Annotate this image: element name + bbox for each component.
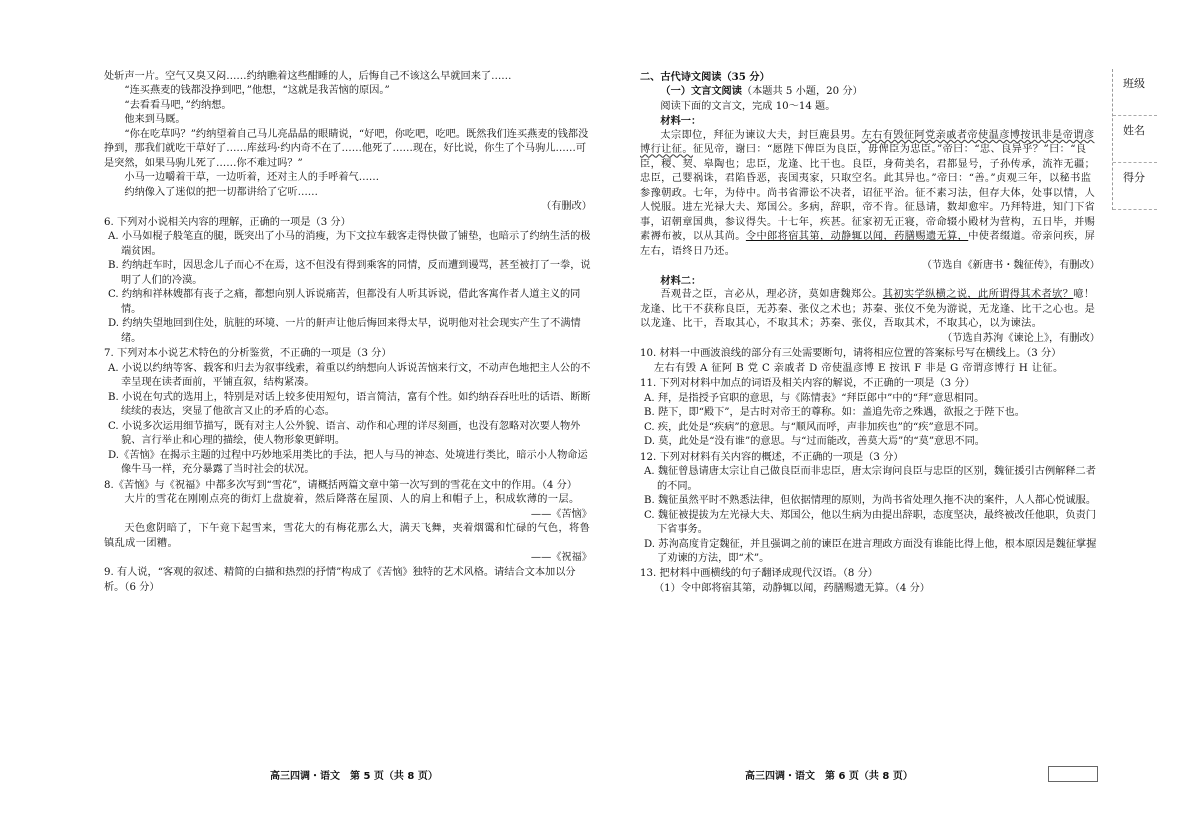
instruction: 阅读下面的文言文，完成 10～14 题。 (660, 100, 836, 112)
class-label: 班级 (1123, 77, 1145, 90)
text-span: 征见帝，谢曰：“愿陛下俾臣为良臣，毋俾臣为忠臣。”帝曰：“忠、良异乎？”曰：“良臣，稷、契、皋陶也；忠臣，龙逢、比干也。良臣，身荷美名，君都显号，子孙传承，流祚无疆；忠臣，己婴祸诛，君陷昏恶，丧国夷家，只取空名。此其异也。”帝曰：“善。”贞观三年，以秘书监参豫朝政。七年，为侍中。尚书省滞讼不决者，诏征平治。征不素习法，但存大体，处事以情，人人悦服。进左光禄大夫、郑国公。多病，辞职，帝不肯。征恳请，数却愈牢。乃拜特进，知门下省事，诏朝章国典，参议得失。十七年，疾甚。征家初无正寝，帝命辍小殿材为营构，五日毕，并赐素褥布被，以从其尚。 (640, 144, 1096, 243)
question-13-part-1: （1）令中郎将宿其第，动静辄以闻，药膳赐遗无算。（4 分） (654, 582, 930, 594)
option-6a: A. 小马如棍子般笔直的腿，既突出了小马的消瘦，为下文拉车载客走得快做了铺垫，也暗示了约纳生活的极端贫困。 (108, 231, 591, 257)
subsection-name: （一）文言文阅读 (660, 85, 742, 98)
name-field[interactable] (1113, 116, 1157, 163)
story-para: “连买燕麦的钱都没挣到吧，”他想，“这就是我苦恼的原因。” (124, 85, 390, 97)
option-11c: C. 疾，此处是“疾病”的意思。与“顺风而呼，声非加疾也”的“疾”意思不同。 (644, 421, 985, 433)
section-title: 二、古代诗文阅读（35 分） (640, 71, 770, 83)
binding-margin-info (1112, 69, 1157, 210)
underlined-text: 令中郎将宿其第，动静辄以闻，药膳赐遗无算， (745, 231, 969, 243)
right-column (640, 70, 1100, 596)
subsection-title (640, 84, 1100, 99)
question-12: 12. 下列对材料有关内容的概述，不正确的一项是（3 分） (640, 451, 904, 463)
text-span: 中使者缀道。帝亲问疾，屏左右，语终日乃还。 (640, 231, 1096, 257)
quote-source: ——《苦恼》 (530, 508, 592, 520)
question-13: 13. 把材料中画横线的句子翻译成现代汉语。（8 分） (640, 568, 878, 580)
question-11: 11. 下列对材料中加点的词语及相关内容的解说，不正确的一项是（3 分） (640, 378, 975, 390)
material-2-text (640, 288, 1100, 331)
option-12b: B. 魏征虽然平时不熟悉法律，但依据情理的原则，为尚书省处理久拖不决的案件，人人都心悦诚服。 (644, 495, 1097, 507)
underlined-text: 其初实学纵横之说，此所谓得其术者欤？ (882, 289, 1074, 301)
score-label: 得分 (1123, 171, 1145, 184)
left-column (104, 70, 592, 595)
story-para (104, 128, 592, 171)
option-6d: D. 约纳失望地回到住处，肮脏的环境、一片的鼾声让他后悔回来得太早，说明他对社会现实产生了不满情绪。 (108, 318, 581, 344)
option-12a: A. 魏征曾恳请唐太宗让自己做良臣而非忠臣，唐太宗询问良臣与忠臣的区别，魏征援引古例解释二者的不同。 (644, 466, 1096, 492)
story-para: “去看看马吧，”约纳想。 (124, 99, 232, 111)
material-1-label: 材料一： (660, 115, 702, 128)
option-6c: C. 约纳和祥林嫂都有丧子之痛，都想向别人诉说痛苦，但都没有人听其诉说，借此客寓作者人道主义的同情。 (108, 289, 581, 315)
material-2-label: 材料二： (660, 274, 702, 287)
text-span: 吾观昔之臣，言必从，理必济，莫如唐魏郑公。 (660, 289, 883, 301)
option-12c: C. 魏征被提拔为左光禄大夫、郑国公，他以生病为由提出辞职，态度坚决，最终被改任他职，负责门下省事务。 (644, 509, 1096, 536)
source-note: （有删改） (541, 201, 592, 213)
quote-kunao: 大片的雪花在刚刚点亮的街灯上盘旋着，然后降落在屋顶、人的肩上和帽子上，积成软薄的一层。 (124, 494, 580, 506)
story-text: 好比说，你生了个马驹儿……可是突然，如果马驹儿死了……你不难过吗？” (104, 143, 587, 169)
option-7a: A. 小说以约纳等客、载客和归去为叙事线索，着重以约纳想向人诉说苦恼来行文，不动声色地把主人公的不幸呈现在读者面前，平铺直叙，结构紧凑。 (108, 362, 591, 389)
question-9: 9. 有人说，“客观的叙述、精简的白描和热烈的抒情”构成了《苦恼》独特的艺术风格。请结合文本加以分析。（6 分） (104, 567, 576, 593)
material-1-text (640, 129, 1100, 259)
option-12d: D. 苏洵高度肯定魏征，并且强调之前的谏臣在进言理政方面没有谁能比得上他，根本原因是魏征掌握了劝谏的方法，即“术”。 (644, 538, 1097, 564)
source-note: （节选自《新唐书・魏征传》，有删改） (921, 260, 1100, 272)
wavy-line-text: 左右有毁征阿党亲戚者帝使温彦博按讯非是帝谓彦博行让征。 (640, 129, 1095, 156)
question-6: 6. 下列对小说相关内容的理解，正确的一项是（3 分） (104, 216, 351, 228)
option-7b: B. 小说在句式的选用上，特别是对话上较多使用短句，语言简洁，富有个性。如约纳吞吞吐吐的话语、断断续续的表达，突显了他欲言又止的矛盾的心态。 (108, 391, 591, 418)
score-field[interactable] (1113, 163, 1157, 210)
option-7c: C. 小说多次运用细节描写，既有对主人公外貌、语言、动作和心理的详尽刻画，也没有忽略对次要人物外貌、言行举止和心理的描绘，使人物形象更鲜明。 (108, 420, 581, 447)
class-field[interactable] (1113, 69, 1157, 116)
quote-zhufu: 天色愈阴暗了，下午竟下起雪来，雪花大的有梅花那么大，满天飞舞，夹着烟霭和忙碌的气色，将鲁镇乱成一团糟。 (104, 523, 591, 549)
option-6b: B. 约纳赶车时，因思念儿子而心不在焉，这不但没有得到乘客的同情，反而遭到谩骂，甚至被打了一拳，说明了人们的冷漠。 (108, 260, 591, 286)
text-span: 太宗即位，拜征为谏议大夫，封巨鹿县男。 (660, 129, 862, 141)
quote-source: ——《祝福》 (530, 551, 592, 563)
score-box[interactable] (1048, 766, 1098, 782)
subsection-note: （本题共 5 小题，20 分） (741, 86, 863, 98)
question-8: 8.《苦恼》与《祝福》中都多次写到“雪花”，请概括两篇文章中第一次写到的雪花在文中的作用。（4 分） (104, 479, 578, 491)
story-para: 处斩声一片。空气又臭又闷……约纳瞧着这些酣睡的人，后悔自己不该这么早就回来了…… (104, 71, 512, 82)
option-7d: D.《苦恼》在揭示主题的过程中巧妙地采用类比的手法，把人与马的神态、处境进行类比，暗示小人物命运像牛马一样，充分暴露了当时社会的状况。 (108, 449, 588, 476)
question-7: 7. 下列对本小说艺术特色的分析鉴赏，不正确的一项是（3 分） (104, 348, 392, 360)
option-11b: B. 陛下，即“殿下”，是古时对帝王的尊称。如：盖追先帝之殊遇，欲报之于陛下也。 (644, 407, 1025, 419)
sentence-break-line: 左右有毁 A 征阿 B 党 C 亲戚者 D 帝使温彦博 E 按讯 F 非是 G 帝谓彦博行 H 让征。 (654, 362, 1064, 374)
story-text: “你在吃草吗？”约纳望着自己马儿亮晶晶的眼睛说，“好吧，你吃吧，吃吧。既然我们连买燕麦的钱都没挣到，那我们就吃干草好了……库兹玛·约内奇不在了……他死了……现在， (104, 128, 589, 155)
story-para: 约纳像入了迷似的把一切都讲给了它听…… (124, 186, 318, 198)
text-span: 噫！龙逢、比干不获称良臣，无苏秦、张仪之术也；苏秦、张仪不免为游说，无龙逢、比干之心也。是以龙逢、比干，吾取其心，不取其术；苏秦、张仪，吾取其术，不取其心，以为谏法。 (640, 289, 1096, 330)
page-footer-left: 高三四调・语文 第 5 页（共 8 页） (270, 771, 438, 782)
option-11d: D. 莫，此处是“没有谁”的意思。与“过而能改，善莫大焉”的“莫”意思不同。 (644, 436, 985, 448)
name-label: 姓名 (1123, 124, 1145, 137)
story-para: 他来到马厩。 (124, 114, 186, 126)
story-para: 小马一边嚼着干草，一边听着，还对主人的手呼着气…… (124, 172, 380, 184)
source-note: （节选自苏洵《谏论上》，有删改） (942, 332, 1100, 344)
option-11a: A. 拜，是指授予官职的意思，与《陈情表》“拜臣郎中”中的“拜”意思相同。 (644, 392, 985, 404)
page-footer-right: 高三四调・语文 第 6 页（共 8 页） (745, 771, 913, 782)
question-10: 10. 材料一中画波浪线的部分有三处需要断句，请将相应位置的答案标号写在横线上。（3 分） (640, 348, 1062, 360)
